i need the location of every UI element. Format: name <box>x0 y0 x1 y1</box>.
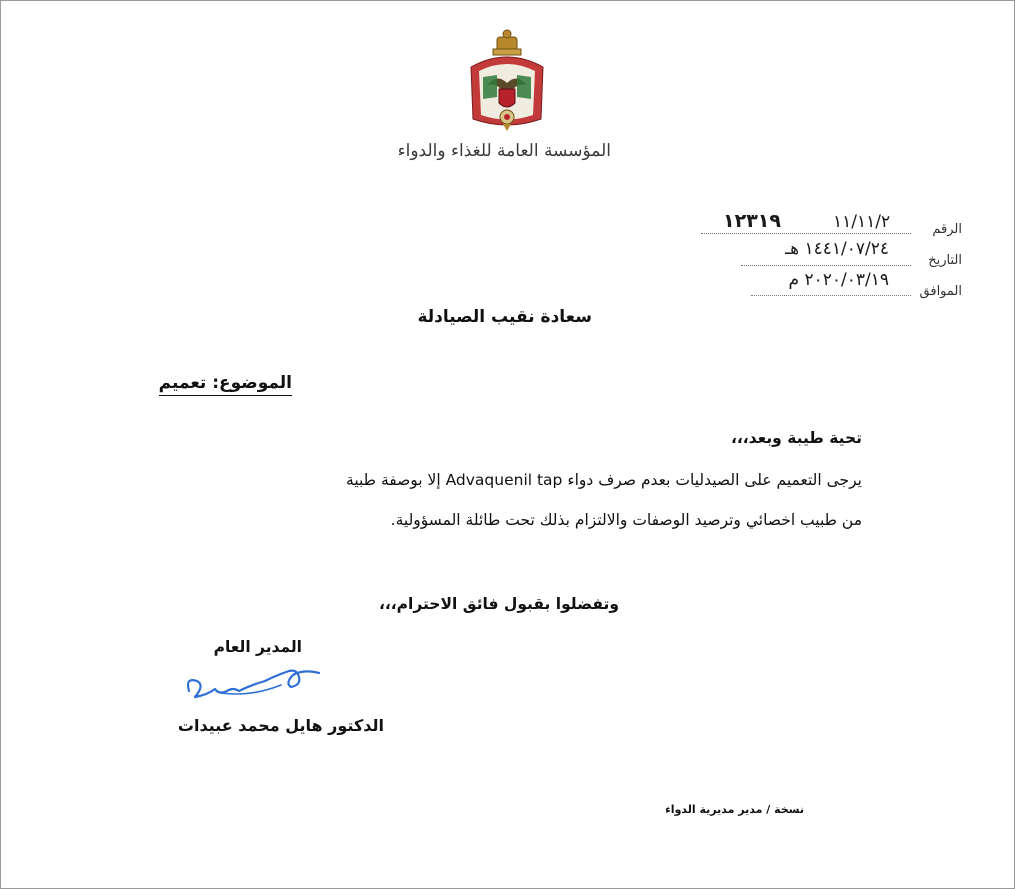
organization-name: المؤسسة العامة للغذاء والدواء <box>397 141 611 161</box>
signature-icon <box>181 661 331 711</box>
reference-number-code: ١١/١١/٢ <box>833 212 891 232</box>
corresponding-date-dots <box>751 295 911 296</box>
reference-number-dots <box>701 233 911 234</box>
signatory-title: المدير العام <box>213 638 302 656</box>
body-line-1: يرجى التعميم على الصيدليات بعدم صرف دواء Advaquenil tap إلا بوصفة طبية <box>346 471 862 489</box>
body-line-2: من طبيب اخصائي وترصيد الوصفات والالتزام بذلك تحت طائلة المسؤولية. <box>390 511 862 529</box>
date-dots <box>741 265 911 266</box>
greeting: تحية طيبة وبعد،،، <box>731 429 862 447</box>
closing: وتفضلوا بقبول فائق الاحترام،،، <box>379 595 619 613</box>
corresponding-date-label: الموافق <box>919 284 962 299</box>
date-gregorian: ٢٠٢٠/٠٣/١٩ م <box>788 270 889 290</box>
reference-number-serial: ١٢٣١٩ <box>723 210 781 232</box>
coat-of-arms-icon <box>463 27 551 135</box>
recipient: سعادة نقيب الصيادلة <box>417 307 592 327</box>
subject: الموضوع: تعميم <box>159 373 292 396</box>
date-hijri: ١٤٤١/٠٧/٢٤ هـ <box>785 239 889 259</box>
copy-to: نسخة / مدير مديرية الدواء <box>665 803 804 816</box>
signatory-name: الدكتور هايل محمد عبيدات <box>177 716 384 735</box>
reference-number-label: الرقم <box>932 222 962 237</box>
date-label: التاريخ <box>928 253 962 268</box>
